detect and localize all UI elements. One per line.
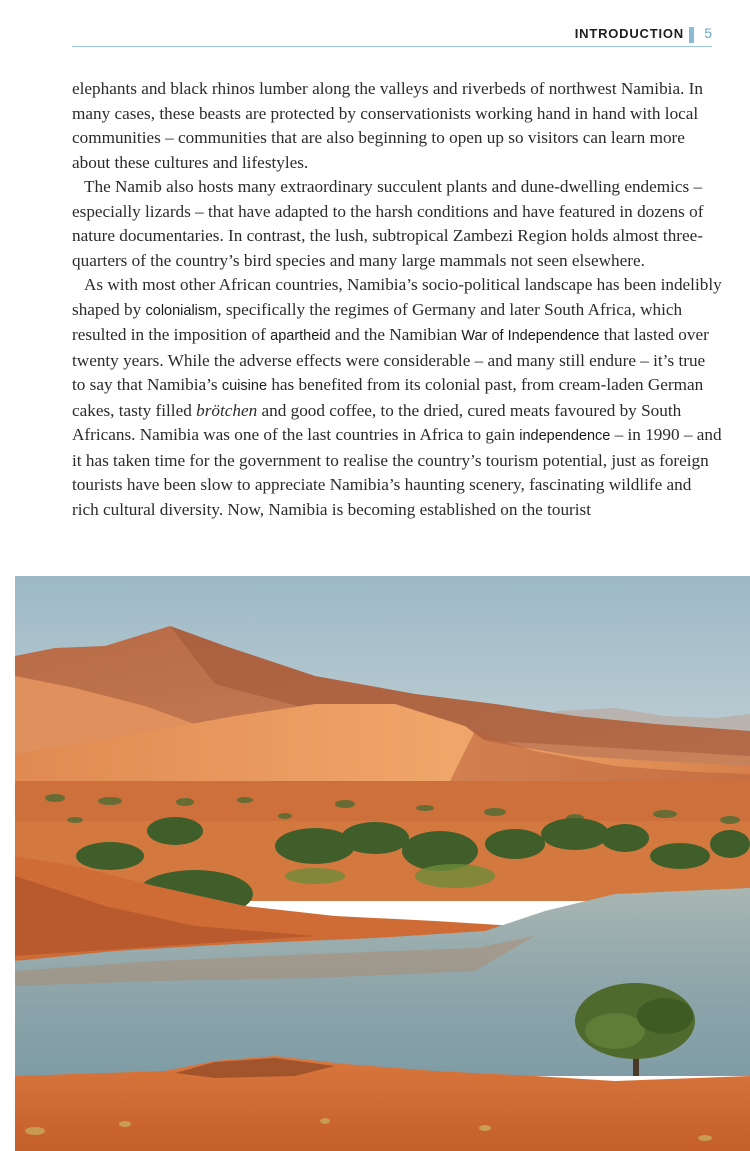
p3-text-6: and good coffee, to the dried, cured meats favoured by South Africans. Namibia was one of the last countries in Africa to gain xyxy=(72,400,682,444)
keyword-cuisine: cuisine xyxy=(221,378,268,394)
p3-text-2: , specifically the regimes of Germany and later South Africa, which resulted in the imposition of xyxy=(72,299,683,344)
p3-text-1: As with most other African countries, Namibia’s socio-political landscape has been indelibly shaped by xyxy=(72,275,722,319)
running-header xyxy=(72,22,712,47)
dunes-waterhole-illustration xyxy=(15,576,750,1151)
keyword-independence: independence xyxy=(519,428,611,444)
keyword-apartheid: apartheid xyxy=(270,328,331,344)
header-accent-bar xyxy=(689,27,694,43)
p3-text-7: – in 1990 – and it has taken time for the government to realise the country’s tourism potential, just as foreign tourists have been slow to appreciate Namibia’s haunting scenery, fascinating wildlife and rich cultural diversity. Now, Namibia is becoming established on the tourist xyxy=(72,425,722,519)
paragraph-1: elephants and black rhinos lumber along the valleys and riverbeds of northwest Namibia. In many cases, these beasts are protected by conservationists working hand in hand with local communities – communities that are also beginning to open up so visitors can learn more about these cultures and lifestyles. xyxy=(72,79,703,172)
plain-far xyxy=(15,781,750,821)
paragraph-2: The Namib also hosts many extraordinary succulent plants and dune-dwelling endemics – especially lizards – that have adapted to the harsh conditions and have featured in dozens of nature documentaries. In contrast, the lush, subtropical Zambezi Region holds almost three-quarters of the country’s bird species and many large mammals not seen elsewhere. xyxy=(72,177,704,270)
p3-text-4: that lasted over twenty years. While the adverse effects were considerable – and many still endure – it’s true to say that Namibia’s xyxy=(72,325,709,394)
p3-text-5: has benefited from its colonial past, from cream-laden German cakes, tasty filled xyxy=(72,375,704,420)
p3-text-3: and the Namibian xyxy=(334,325,458,344)
italic-brotchen: brötchen xyxy=(196,400,258,420)
paragraph-3 xyxy=(72,273,722,522)
keyword-colonialism: colonialism xyxy=(145,302,218,319)
page-number: 5 xyxy=(704,25,712,41)
landscape-photo xyxy=(15,576,750,1151)
body-text xyxy=(72,77,722,522)
keyword-war-of-independence: War of Independence xyxy=(461,328,600,344)
section-title: INTRODUCTION xyxy=(574,26,684,41)
